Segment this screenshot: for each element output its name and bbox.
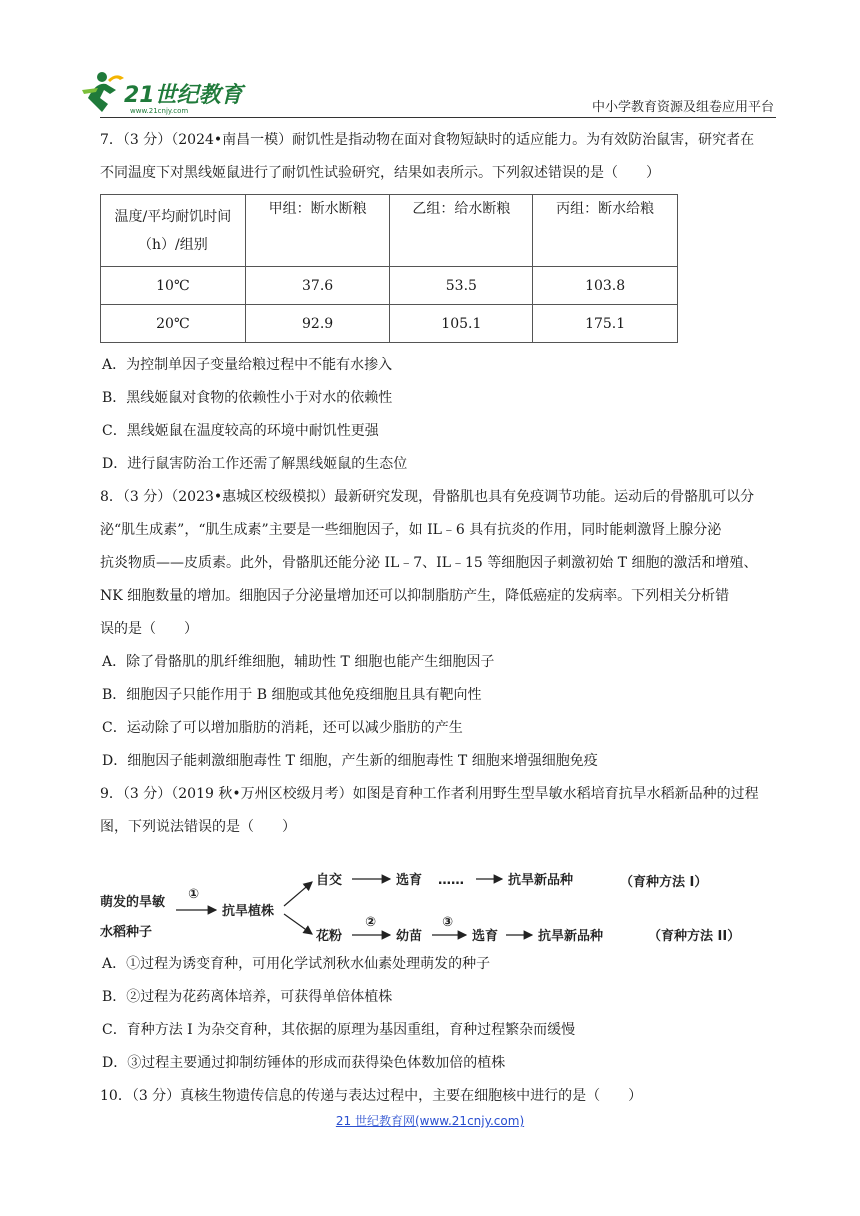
- breeding-diagram: [100, 848, 790, 948]
- table-header-row: [101, 195, 678, 267]
- q7-stem-line2: 不同温度下对黑线姬鼠进行了耐饥性试验研究，结果如表所示。下列叙述错误的是（ ）: [100, 165, 660, 181]
- q8-option-b: B．细胞因子只能作用于 B 细胞或其他免疫细胞且具有靶向性: [102, 687, 482, 703]
- q8-option-c: C．运动除了可以增加脂肪的消耗，还可以减少脂肪的产生: [102, 720, 463, 736]
- logo-runner-icon: [80, 68, 250, 116]
- seed-label-line2: 水稻种子: [100, 925, 153, 940]
- table-cell: 20℃: [101, 305, 246, 343]
- table-header-cell: 丙组：断水给粮: [533, 195, 678, 267]
- table-header-cell: [101, 195, 246, 267]
- question-7: [100, 124, 790, 481]
- seedling-label: 幼苗: [396, 929, 423, 944]
- q8-stem-line: 泌“肌生成素”，“肌生成素”主要是一些细胞因子，如 IL﹣6 具有抗炎的作用，同时能刺激肾上腺分泌: [100, 522, 722, 538]
- platform-title: 中小学教育资源及组卷应用平台: [591, 100, 774, 115]
- method2-label: （育种方法 II）: [648, 929, 741, 944]
- q9-option-d: D．③过程主要通过抑制纺锤体的形成而获得染色体数加倍的植株: [102, 1055, 506, 1071]
- q9-option-c: C．育种方法 I 为杂交育种，其依据的原理为基因重组，育种过程繁杂而缓慢: [102, 1022, 576, 1038]
- q8-option-a: A．除了骨骼肌的肌纤维细胞，辅助性 T 细胞也能产生细胞因子: [102, 654, 495, 670]
- pollen-label: 花粉: [316, 929, 343, 944]
- select1-label: 选育: [396, 873, 423, 888]
- dots-label: ……: [438, 873, 464, 888]
- question-9: [100, 778, 790, 1080]
- q8-stem-line: 8．（3 分）（2023•惠城区校级模拟）最新研究发现，骨骼肌也具有免疫调节功能。运动后的骨骼肌可以分: [100, 489, 755, 505]
- table-row: [101, 267, 678, 305]
- footer-link[interactable]: 21 世纪教育网(www.21cnjy.com): [335, 1114, 525, 1128]
- q9-option-a: A．①过程为诱变育种，可用化学试剂秋水仙素处理萌发的种子: [102, 956, 491, 972]
- table-header-cell: 乙组：给水断粮: [390, 195, 533, 267]
- q7-data-table: [100, 194, 678, 343]
- new2-label: 抗旱新品种: [538, 929, 604, 944]
- arrow-plant-to-self: [284, 882, 312, 906]
- q7-option-a: A．为控制单因子变量给粮过程中不能有水掺入: [102, 357, 393, 373]
- logo-text: 21世纪教育: [124, 83, 243, 108]
- table-cell: 37.6: [245, 267, 390, 305]
- q8-stem-line: 抗炎物质——皮质素。此外，骨骼肌还能分泌 IL﹣7、IL﹣15 等细胞因子刺激初始 T 细胞的激活和增殖、: [100, 555, 758, 571]
- table-header-cell: 甲组：断水断粮: [245, 195, 390, 267]
- logo-url: www.21cnjy.com: [130, 107, 189, 115]
- q7-option-d: D．进行鼠害防治工作还需了解黑线姬鼠的生态位: [102, 456, 408, 472]
- breeding-flow-svg: [100, 848, 790, 948]
- header-line: 温度/平均耐饥时间: [114, 208, 232, 225]
- table-cell: 92.9: [245, 305, 390, 343]
- step-3-label: ③: [442, 915, 454, 930]
- table-cell: 105.1: [390, 305, 533, 343]
- table-cell: 53.5: [390, 267, 533, 305]
- question-10: [100, 1080, 790, 1113]
- header-divider: [100, 117, 776, 118]
- q9-stem-line: 9．（3 分）（2019 秋•万州区校级月考）如图是育种工作者利用野生型旱敏水稻培育抗旱水稻新品种的过程: [100, 786, 759, 802]
- q9-stem-line: 图，下列说法错误的是（ ）: [100, 819, 296, 835]
- q7-stem-line1: 7．（3 分）（2024•南昌一模）耐饥性是指动物在面对食物短缺时的适应能力。为有效防治鼠害，研究者在: [100, 132, 755, 148]
- table-cell: 175.1: [533, 305, 678, 343]
- step-1-label: ①: [188, 887, 200, 902]
- step-2-label: ②: [365, 915, 377, 930]
- self-label: 自交: [316, 873, 343, 888]
- method1-label: （育种方法 I）: [620, 875, 708, 890]
- seed-label-line1: 萌发的旱敏: [100, 895, 166, 910]
- page-footer: [0, 1112, 860, 1129]
- new1-label: 抗旱新品种: [508, 873, 574, 888]
- header-line: （h）/组别: [138, 236, 208, 253]
- table-row: [101, 305, 678, 343]
- q8-option-d: D．细胞因子能刺激细胞毒性 T 细胞，产生新的细胞毒性 T 细胞来增强细胞免疫: [102, 753, 598, 769]
- table-cell: 10℃: [101, 267, 246, 305]
- q8-stem-line: 误的是（ ）: [100, 621, 198, 637]
- q7-option-b: B．黑线姬鼠对食物的依赖性小于对水的依赖性: [102, 390, 393, 406]
- table-cell: 103.8: [533, 267, 678, 305]
- site-logo[interactable]: [80, 68, 250, 116]
- q9-option-b: B．②过程为花药离体培养，可获得单倍体植株: [102, 989, 393, 1005]
- page-header: [0, 0, 860, 118]
- question-content: [100, 124, 790, 1113]
- q7-option-c: C．黑线姬鼠在温度较高的环境中耐饥性更强: [102, 423, 379, 439]
- q8-stem-line: NK 细胞数量的增加。细胞因子分泌量增加还可以抑制脂肪产生，降低癌症的发病率。下列相关分析错: [100, 588, 730, 604]
- select2-label: 选育: [472, 929, 499, 944]
- arrow-plant-to-pollen: [284, 914, 312, 934]
- q10-stem-line: 10．（3 分）真核生物遗传信息的传递与表达过程中，主要在细胞核中进行的是（ ）: [100, 1088, 643, 1104]
- question-8: [100, 481, 790, 778]
- plant-label: 抗旱植株: [222, 904, 275, 919]
